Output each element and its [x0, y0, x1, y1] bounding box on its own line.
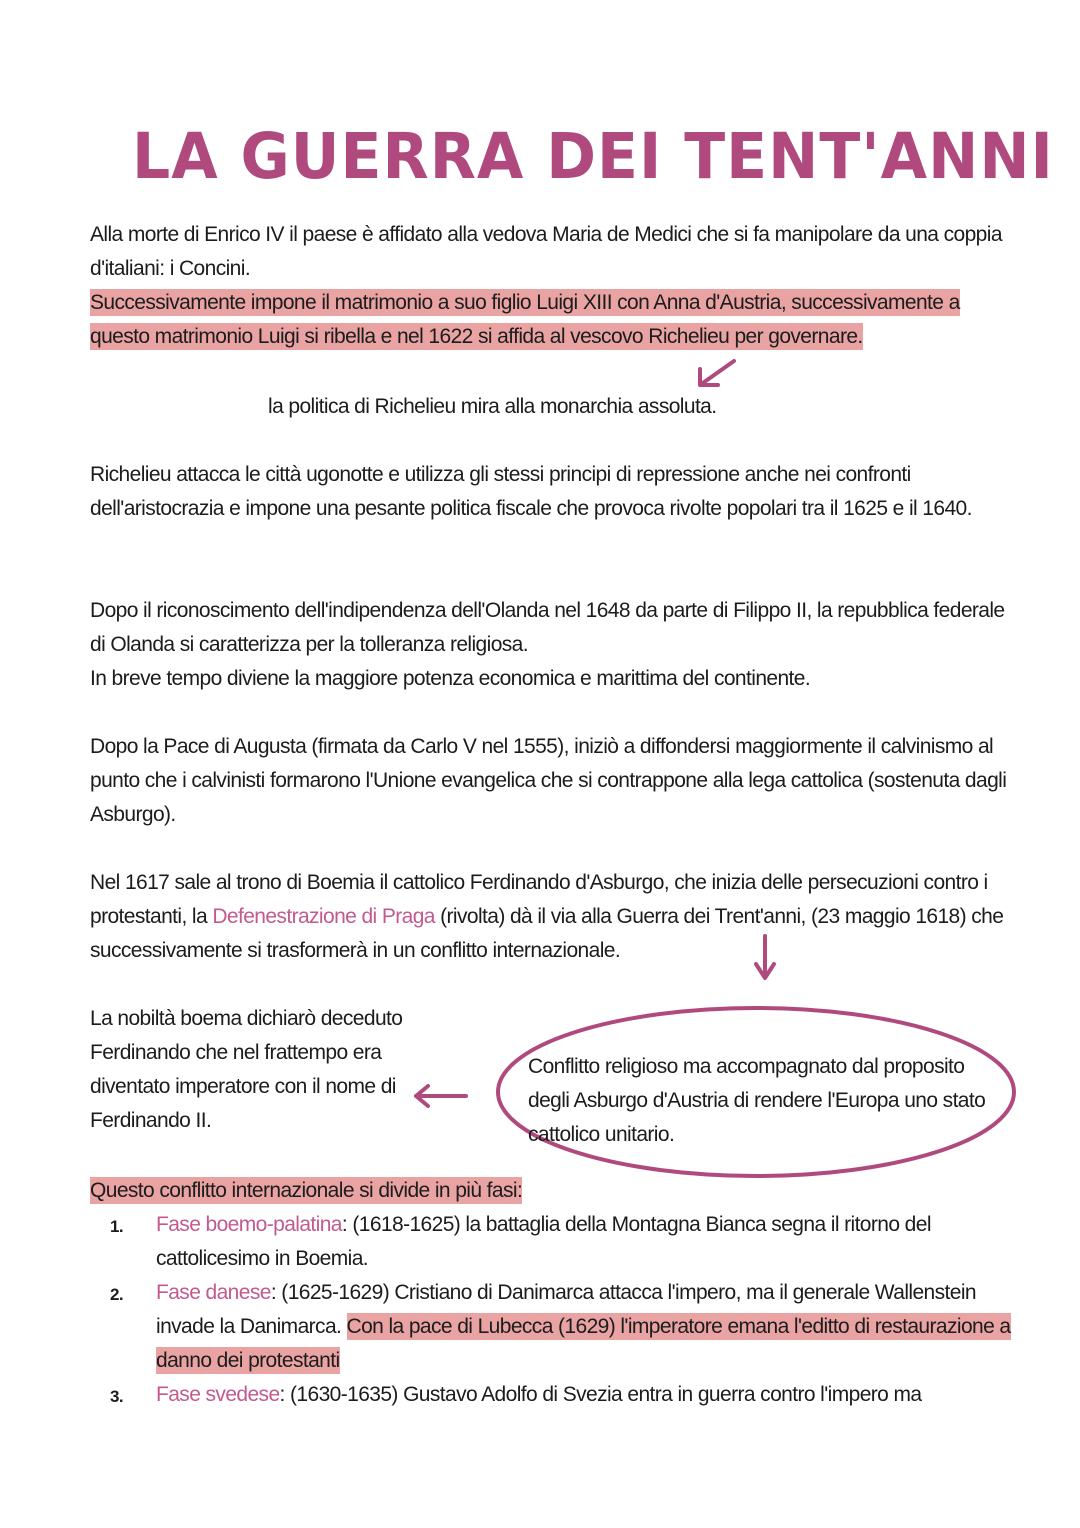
phase-number: 3.	[110, 1387, 123, 1406]
page-title: LA GUERRA DEI TENT'ANNI	[132, 120, 1054, 194]
phase-text: : (1618-1625) la battaglia della Montagna Bianca segna il ritorno del cattolicesimo in Boemia.	[156, 1213, 931, 1270]
arrow-left-icon	[410, 1082, 470, 1110]
intro-text: Alla morte di Enrico IV il paese è affidato alla vedova Maria de Medici che si fa manipolare da una coppia d'italiani: i Concini.	[90, 223, 1002, 280]
phases-heading	[90, 1174, 522, 1208]
paragraph-1617	[90, 866, 1020, 968]
phase-highlighted-text: Con la pace di Lubecca (1629) l'imperatore emana l'editto di restaurazione a danno dei protestanti	[156, 1315, 1011, 1372]
oval-text: Conflitto religioso ma accompagnato dal proposito degli Asburgo d'Austria di rendere l'Europa uno stato cattolico unitario.	[528, 1055, 986, 1146]
olanda-text-2: In breve tempo diviene la maggiore potenza economica e marittima del continente.	[90, 667, 811, 690]
paragraph-1617-before: Nel 1617 sale al trono di Boemia il cattolico Ferdinando d'Asburgo, che inizia delle persecuzioni contro i protestanti, la	[90, 871, 988, 928]
olanda-text: Dopo il riconoscimento dell'indipendenza dell'Olanda nel 1648 da parte di Filippo II, la repubblica federale di Olanda si caratterizza per la tolleranza religiosa.	[90, 599, 1005, 656]
phase-body	[156, 1208, 1020, 1276]
phase-text: : (1625-1629) Cristiano di Danimarca attacca l'impero, ma il generale Wallenstein invade la Danimarca.	[156, 1281, 976, 1338]
richelieu-note: la politica di Richelieu mira alla monarchia assoluta.	[268, 395, 717, 418]
defenestrazione-link: Defenestrazione di Praga	[212, 905, 435, 928]
phase-item	[110, 1378, 1020, 1412]
richelieu-paragraph: Richelieu attacca le città ugonotte e utilizza gli stessi principi di repressione anche nei confronti dell'aristocrazia e impone una pesante politica fiscale che provoca rivolte popolari tra il 1625 e il 1640.	[90, 463, 972, 520]
arrow-down-left-icon	[690, 355, 740, 391]
phase-number: 2.	[110, 1285, 123, 1304]
augusta-paragraph: Dopo la Pace di Augusta (firmata da Carlo V nel 1555), iniziò a diffondersi maggiormente il calvinismo al punto che i calvinisti formarono l'Unione evangelica che si contrappone alla lega cattolica (sostenuta dagli Asburgo).	[90, 735, 1007, 826]
phase-name: Fase danese	[156, 1281, 271, 1304]
olanda-paragraph	[90, 594, 1020, 696]
phase-name: Fase svedese	[156, 1383, 280, 1406]
phase-text: : (1630-1635) Gustavo Adolfo di Svezia entra in guerra contro l'impero ma	[279, 1383, 922, 1406]
phase-body	[156, 1378, 1020, 1412]
phase-item	[110, 1276, 1020, 1378]
paragraph-1617-after: (rivolta) dà il via alla Guerra dei Trent'anni, (23 maggio 1618) che successivamente si trasformerà in un conflitto internazionale.	[90, 905, 1004, 962]
intro-highlighted-text: Successivamente impone il matrimonio a suo figlio Luigi XIII con Anna d'Austria, successivamente a questo matrimonio Luigi si ribella e nel 1622 si affida al vescovo Richelieu per governare.	[90, 291, 960, 348]
phase-item	[110, 1208, 1020, 1276]
phase-number: 1.	[110, 1217, 123, 1236]
arrow-down-icon	[752, 932, 778, 984]
phase-name: Fase boemo-palatina	[156, 1213, 342, 1236]
intro-paragraph	[90, 218, 1020, 354]
nobilta-paragraph: La nobiltà boema dichiarò deceduto Ferdinando che nel frattempo era diventato imperatore con il nome di Ferdinando II.	[90, 1007, 403, 1132]
phases-heading-text: Questo conflitto internazionale si divide in più fasi:	[90, 1179, 523, 1202]
phase-body	[156, 1276, 1020, 1378]
cut-off-line	[150, 1410, 1020, 1418]
